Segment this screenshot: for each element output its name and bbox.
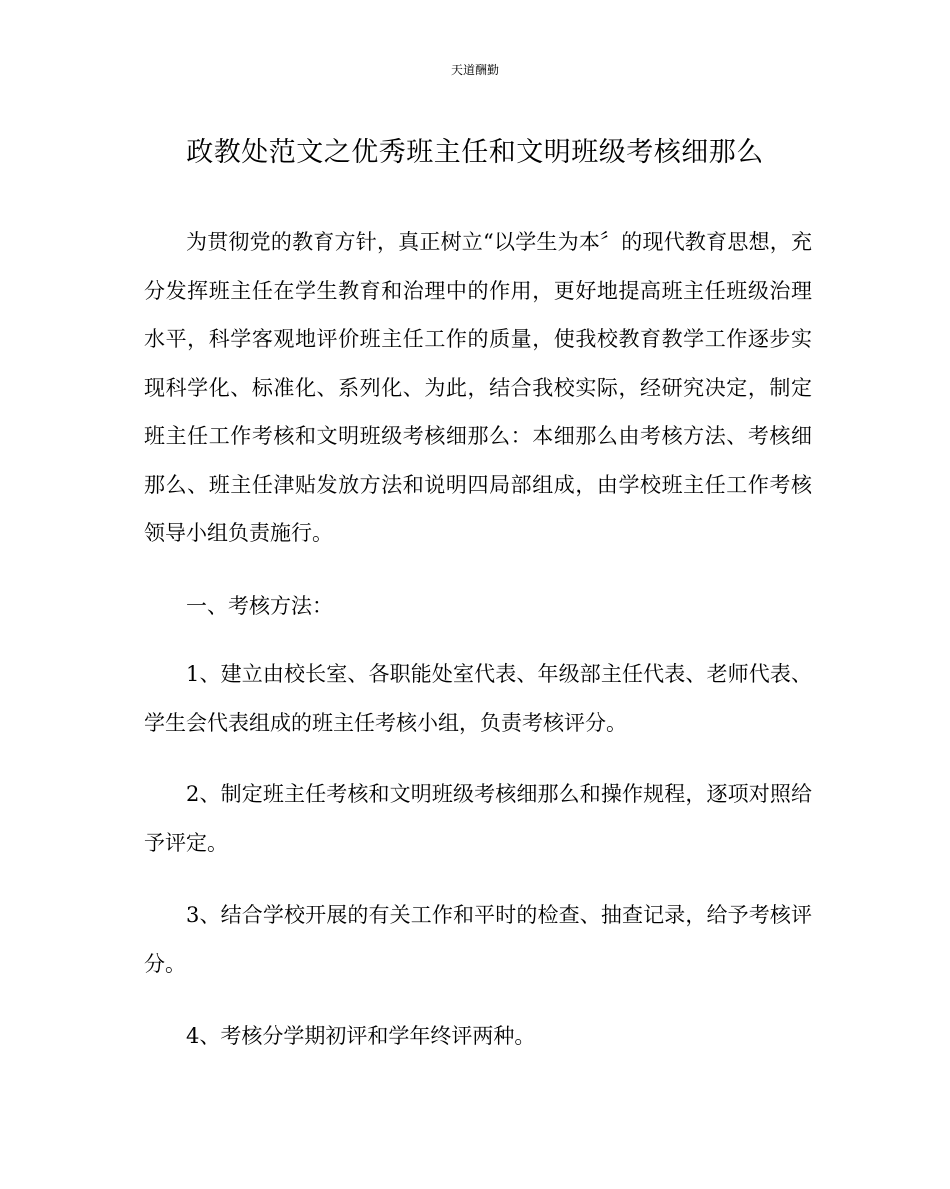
list-item: 1、建立由校长室、各职能处室代表、年级部主任代表、老师代表、学生会代表组成的班主任考核小组，负责考核评分。 (144, 662, 812, 735)
document-title: 政教处范文之优秀班主任和文明班级考核细那么 (186, 137, 764, 168)
section-heading-assessment-method: 一、考核方法： (186, 594, 333, 618)
list-item: 3、结合学校开展的有关工作和平时的检查、抽查记录，给予考核评分。 (144, 903, 812, 976)
intro-paragraph: 为贯彻党的教育方针，真正树立“以学生为本〞的现代教育思想，充分发挥班主任在学生教育和治理中的作用，更好地提高班主任班级治理水平，科学客观地评价班主任工作的质量，使我校教育教学工作逐步实现科学化、标准化、系列化、为此，结合我校实际，经研究决定，制定班主任工作考核和文明班级考核细那么：本细那么由考核方法、考核细那么、班主任津贴发放方法和说明四局部组成，由学校班主任工作考核领导小组负责施行。 (144, 230, 812, 545)
list-item: 2、制定班主任考核和文明班级考核细那么和操作规程，逐项对照给予评定。 (144, 782, 812, 855)
page-header: 天道酬勤 (450, 63, 499, 77)
list-item: 4、考核分学期初评和学年终评两种。 (186, 1024, 536, 1048)
